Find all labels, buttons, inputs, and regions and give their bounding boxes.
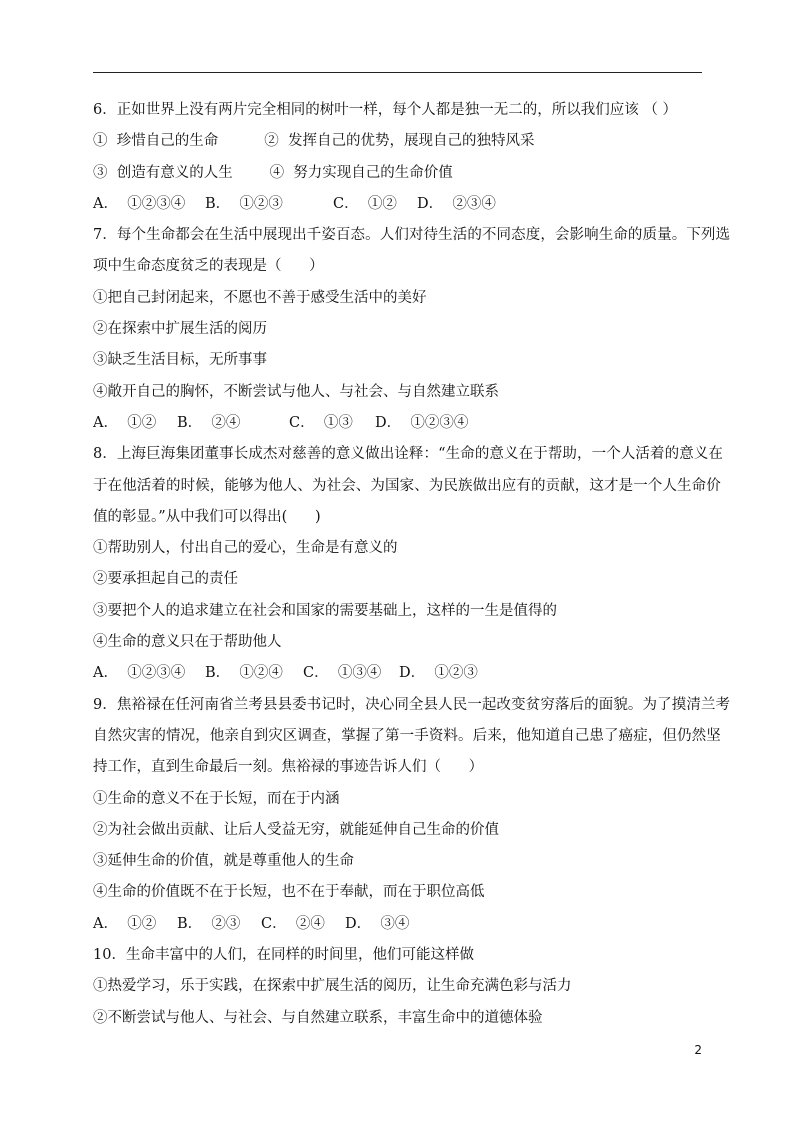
choice-b: B． ②③: [177, 915, 241, 932]
choice-d: D． ②③④: [417, 195, 496, 212]
choice-d: D． ①②③④: [375, 414, 469, 431]
question-stem: 9．焦裕禄在任河南省兰考县县委书记时，决心同全县人民一起改变贫穷落后的面貌。为了摸清兰考: [93, 696, 731, 713]
option-row: ③缺乏生活目标，无所事事: [93, 352, 267, 369]
question-stem: 6．正如世界上没有两片完全相同的树叶一样，每个人都是独一无二的，所以我们应该 （ ）: [93, 102, 677, 118]
choice-a: A． ①②: [93, 915, 157, 932]
option-row: ②在探索中扩展生活的阅历: [93, 321, 267, 338]
choice-d: D． ①②③: [399, 665, 478, 682]
question-stem: 值的彰显。”从中我们可以得出( ): [93, 508, 321, 525]
answer-choices: [93, 658, 705, 689]
question-7: [93, 220, 731, 439]
option-row: ① 珍惜自己的生命 ② 发挥自己的优势，展现自己的独特风采: [93, 133, 535, 150]
option-row: ②为社会做出贡献、让后人受益无穷，就能延伸自己生命的价值: [93, 821, 499, 838]
option-row: ①帮助别人，付出自己的爱心，生命是有意义的: [93, 540, 398, 557]
option-row: ③延伸生命的价值，就是尊重他人的生命: [93, 853, 354, 870]
choice-c: C． ①③④: [303, 665, 382, 682]
question-stem: 8．上海巨海集团董事长成杰对慈善的意义做出诠释：“生命的意义在于帮助，一个人活着的意义在: [93, 446, 724, 463]
question-stem: 7．每个生命都会在生活中展现出千姿百态。人们对待生活的不同态度，会影响生命的质量。下列选: [93, 227, 731, 244]
choice-b: B． ①②④: [205, 665, 283, 682]
question-stem: 项中生命态度贫乏的表现是（ ）: [93, 258, 324, 275]
option-row: ②要承担起自己的责任: [93, 571, 238, 588]
page-number: 2: [694, 1043, 702, 1057]
option-row: ④生命的意义只在于帮助他人: [93, 634, 282, 651]
choice-b: B． ②④: [177, 414, 241, 431]
question-stem: 于在他活着的时候，能够为他人、为社会、为国家、为民族做出应有的贡献，这才是一个人生命价: [93, 477, 721, 494]
option-row: ①生命的意义不在于长短，而在于内涵: [93, 790, 340, 807]
choice-a: A． ①②: [93, 414, 157, 431]
question-8: [93, 439, 724, 689]
option-row: ③ 创造有意义的人生 ④ 努力实现自己的生命价值: [93, 164, 453, 181]
choice-a: A． ①②③④: [93, 195, 186, 212]
choice-c: C． ②④: [261, 915, 325, 932]
option-row: ④生命的价值既不在于长短，也不在于奉献，而在于职位高低: [93, 884, 485, 901]
option-row: ①热爱学习，乐于实践，在探索中扩展生活的阅历，让生命充满色彩与活力: [93, 978, 572, 995]
answer-choices: [93, 909, 705, 940]
choice-c: C． ①②: [333, 195, 397, 212]
choice-a: A． ①②③④: [93, 665, 186, 682]
question-6: [93, 95, 705, 220]
question-stem: 自然灾害的情况，他亲自到灾区调查，掌握了第一手资料。后来，他知道自己患了癌症，但仍然坚: [93, 727, 721, 744]
choice-c: C． ①③: [289, 414, 353, 431]
option-row: ④敞开自己的胸怀，不断尝试与他人、与社会、与自然建立联系: [93, 383, 499, 400]
question-10: [93, 940, 705, 1034]
choice-b: B． ①②③: [205, 195, 283, 212]
option-row: ①把自己封闭起来，不愿也不善于感受生活中的美好: [93, 289, 427, 306]
answer-choices: [93, 408, 705, 439]
header-rule: [93, 72, 702, 73]
question-stem: 10．生命丰富中的人们，在同样的时间里，他们可能这样做: [93, 947, 474, 964]
option-row: ②不断尝试与他人、与社会、与自然建立联系，丰富生命中的道德体验: [93, 1009, 543, 1026]
question-9: [93, 690, 731, 940]
question-list: [93, 95, 731, 1034]
choice-d: D． ③④: [345, 915, 410, 932]
answer-choices: [93, 189, 705, 220]
question-stem: 持工作，直到生命最后一刻。焦裕禄的事迹告诉人们（ ）: [93, 759, 484, 776]
option-row: ③要把个人的追求建立在社会和国家的需要基础上，这样的一生是值得的: [93, 602, 557, 619]
